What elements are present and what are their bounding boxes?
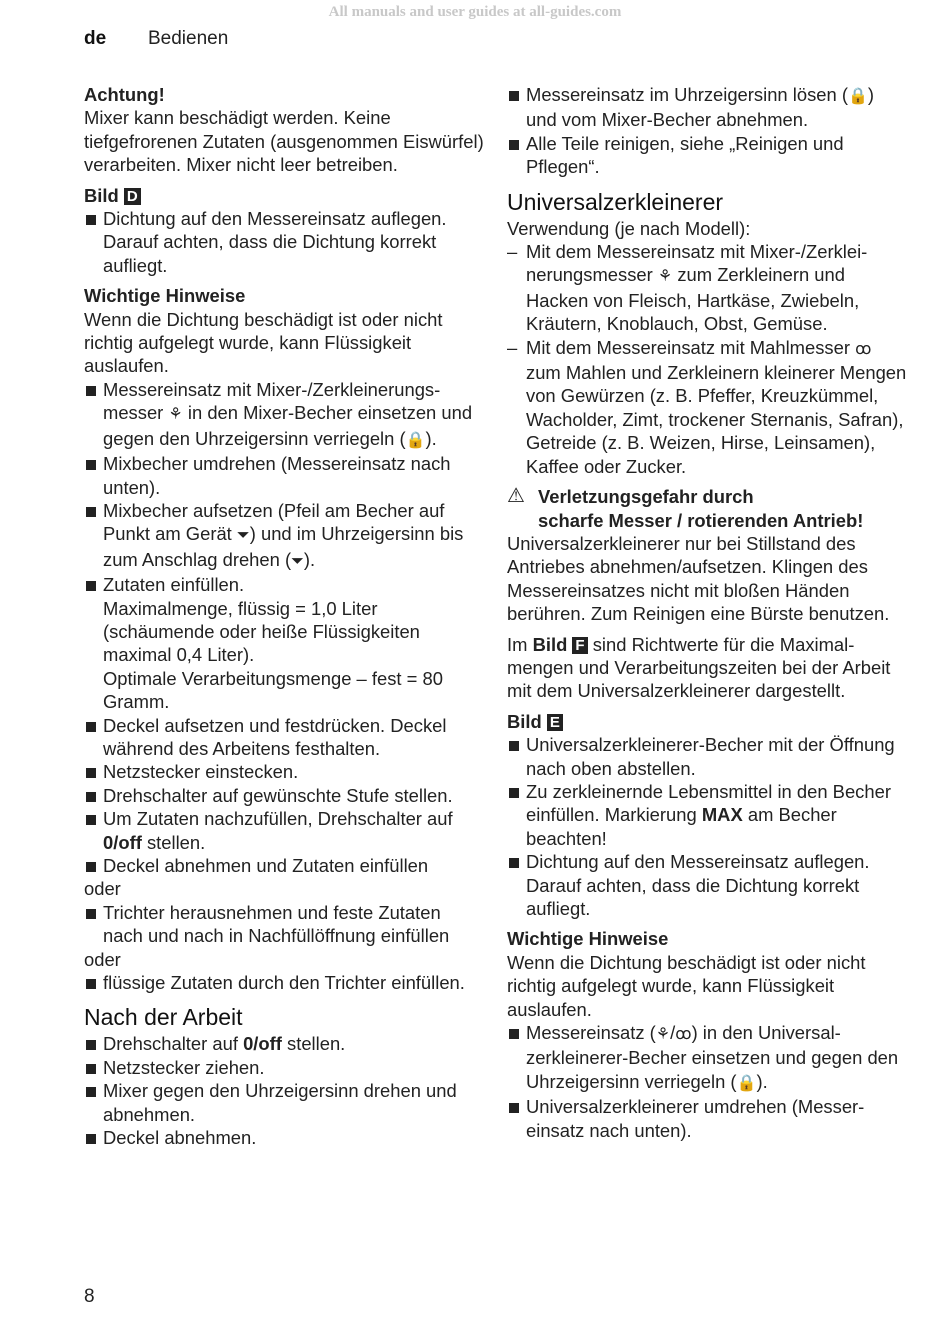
text: ) und vom Mixer-Becher abnehmen. xyxy=(526,84,874,131)
list-item: Dichtung auf den Messereinsatz auflegen. Darauf achten, dass die Dichtung korrekt aufliegt. xyxy=(507,850,907,920)
list-item xyxy=(84,378,484,452)
text: Optimale Verarbeitungsmenge – fest = 80 Gramm. xyxy=(103,667,443,713)
achtung-text: Mixer kann beschädigt werden. Keine tiefgefrorenen Zutaten (ausgenommen Eiswürfel) verarbeiten. Mixer nicht leer betreiben. xyxy=(84,107,484,176)
after-work-heading: Nach der Arbeit xyxy=(84,1004,243,1031)
text: in den Mixer-Becher einsetzen und gegen den Uhrzeigersinn verriegeln ( xyxy=(103,402,473,449)
text: sind Richtwerte für die Maximalmengen und Verarbeitungszeiten bei der Arbeit mit dem Universalzerkleinerer dargestellt. xyxy=(507,633,891,702)
figure-letter-f: F xyxy=(572,637,587,654)
list-item xyxy=(507,780,907,850)
list-item xyxy=(507,83,907,132)
list-item: Universalzerkleinerer-Becher mit der Öffnung nach oben abstellen. xyxy=(507,733,907,780)
list-item xyxy=(84,573,484,713)
text: Mit dem Messereinsatz mit Mahlmesser xyxy=(526,336,850,358)
right-column xyxy=(507,83,907,1142)
text: scharfe Messer / rotierenden Antrieb! xyxy=(538,509,864,531)
warning-heading xyxy=(507,485,907,532)
text: zum Mahlen und Zerkleinern kleinerer Mengen von Gewürzen (z. B. Pfeffer, Kreuzkümmel, Wacholder, Zimt, trockener Sternanis, Safran), Getreide (z. B. Weizen, Hirse, Leinsamen), Kaffee oder Zucker. xyxy=(526,362,907,477)
figure-e-ref xyxy=(507,710,907,733)
text: Im xyxy=(507,633,528,655)
figure-label: Bild xyxy=(532,633,568,655)
dash-item xyxy=(507,240,907,336)
notes-text: Wenn die Dichtung beschädigt ist oder nicht richtig aufgelegt wurde, kann Flüssigkeit auslaufen. xyxy=(507,951,866,1020)
achtung-heading: Achtung! xyxy=(84,84,165,105)
text: Messereinsatz ( xyxy=(526,1022,656,1044)
text: Zu zerkleinernde Lebensmittel in den Becher einfüllen. Markierung xyxy=(526,780,891,826)
list-item xyxy=(507,1021,907,1095)
or-text: oder xyxy=(84,948,121,970)
list-item: flüssige Zutaten durch den Trichter einfüllen. xyxy=(84,971,484,994)
arrow-lock-icon: ⏷ xyxy=(291,552,304,570)
text: ) in den Universalzerkleinerer-Becher einsetzen und gegen den Uhrzeigersinn verriegeln ( xyxy=(526,1022,899,1092)
arrow-dot-icon: ⏷ xyxy=(236,527,250,545)
text: Messereinsatz im Uhrzeigersinn lösen ( xyxy=(526,84,848,105)
figure-letter-e: E xyxy=(547,714,563,731)
warning-text: Universalzerkleinerer nur bei Stillstand des Antriebes abnehmen/aufsetzen. Klingen des Messereinsatzes nicht mit bloßen Händen berühren. Zum Reinigen eine Bürste benutzen. xyxy=(507,532,890,625)
switch-position: 0/off xyxy=(103,831,142,853)
text: Verletzungsgefahr durch xyxy=(538,486,754,508)
max-marker: MAX xyxy=(701,804,743,826)
usage-intro: Verwendung (je nach Modell): xyxy=(507,217,751,239)
page-number: 8 xyxy=(84,1286,95,1307)
dash-item xyxy=(507,336,907,478)
list-item: Netzstecker einstecken. xyxy=(84,760,484,783)
list-item: Mixbecher umdrehen (Messereinsatz nach unten). xyxy=(84,452,484,499)
grinding-blade-icon: ꝏ xyxy=(675,1026,692,1044)
lock-icon: 🔒 xyxy=(736,1074,757,1092)
grinding-blade-icon: ꝏ xyxy=(855,340,872,358)
list-item xyxy=(84,499,484,573)
text: / xyxy=(670,1022,676,1044)
list-item xyxy=(84,1032,484,1055)
text: zum Zerkleinern und Hacken von Fleisch, Hartkäse, Zwiebeln, Kräutern, Knoblauch, Obst, Gemüse. xyxy=(526,264,860,335)
notes-heading: Wichtige Hinweise xyxy=(84,285,246,307)
list-item: Deckel aufsetzen und festdrücken. Deckel während des Arbeitens festhalten. xyxy=(84,714,484,761)
text: Mit dem Messereinsatz mit Mixer-/Zerkleinerungsmesser xyxy=(526,241,868,286)
section-title: Bedienen xyxy=(148,28,229,49)
notes-heading: Wichtige Hinweise xyxy=(507,928,669,950)
text: Zutaten einfüllen. xyxy=(103,574,245,596)
text: ). xyxy=(303,548,316,570)
blade-icon: ⚘ xyxy=(657,268,673,286)
text: Messereinsatz mit Mixer-/Zerkleinerungsmesser xyxy=(103,378,441,424)
text: stellen. xyxy=(287,1033,346,1055)
list-item: Deckel abnehmen. xyxy=(84,1126,484,1149)
language-code: de xyxy=(84,28,107,49)
list-item: Drehschalter auf gewünschte Stufe stellen. xyxy=(84,784,484,807)
notes-text: Wenn die Dichtung beschädigt ist oder nicht richtig aufgelegt wurde, kann Flüssigkeit auslaufen. xyxy=(84,308,443,377)
list-item: Universalzerkleinerer umdrehen (Messereinsatz nach unten). xyxy=(507,1095,907,1142)
blade-icon: ⚘ xyxy=(168,406,183,424)
text: Um Zutaten nachzufüllen, Drehschalter auf xyxy=(103,808,453,830)
list-item: Mixer gegen den Uhrzeigersinn drehen und abnehmen. xyxy=(84,1079,484,1126)
blade-icon: ⚘ xyxy=(655,1026,671,1044)
text: stellen. xyxy=(146,831,206,853)
list-item: Alle Teile reinigen, siehe „Reinigen und Pflegen“. xyxy=(507,132,907,179)
unlock-icon: 🔒 xyxy=(847,88,868,105)
or-text: oder xyxy=(84,878,121,900)
figure-letter-d: D xyxy=(124,188,141,205)
figure-f-text xyxy=(507,633,907,703)
list-item: Deckel abnehmen und Zutaten einfüllen xyxy=(84,854,484,877)
watermark: All manuals and user guides at all-guides.com xyxy=(328,4,622,20)
text: ). xyxy=(425,427,437,449)
text: ). xyxy=(756,1070,768,1092)
figure-d-ref xyxy=(84,184,484,207)
lock-icon: 🔒 xyxy=(405,431,426,449)
text: ) und im Uhrzeigersinn bis zum Anschlag drehen ( xyxy=(103,523,464,570)
text: Mixbecher aufsetzen (Pfeil am Becher auf Punkt am Gerät xyxy=(103,499,445,545)
chopper-heading: Universalzerkleinerer xyxy=(507,188,724,215)
left-column xyxy=(84,83,484,1149)
text: Maximalmenge, flüssig = 1,0 Liter (schäumende oder heiße Flüssigkeiten maximal 0,4 Liter). xyxy=(103,597,420,666)
list-item: Netzstecker ziehen. xyxy=(84,1056,484,1079)
list-item: Dichtung auf den Messereinsatz auflegen. Darauf achten, dass die Dichtung korrekt aufliegt. xyxy=(84,207,484,277)
text: Drehschalter auf xyxy=(103,1033,238,1055)
figure-label: Bild xyxy=(84,184,119,206)
list-item xyxy=(84,807,484,854)
text: am Becher beachten! xyxy=(526,804,837,849)
switch-position: 0/off xyxy=(243,1033,282,1055)
list-item: Trichter herausnehmen und feste Zutaten nach und nach in Nachfüllöffnung einfüllen xyxy=(84,901,484,948)
warning-icon: ⚠ xyxy=(507,485,525,508)
figure-label: Bild xyxy=(507,710,542,732)
